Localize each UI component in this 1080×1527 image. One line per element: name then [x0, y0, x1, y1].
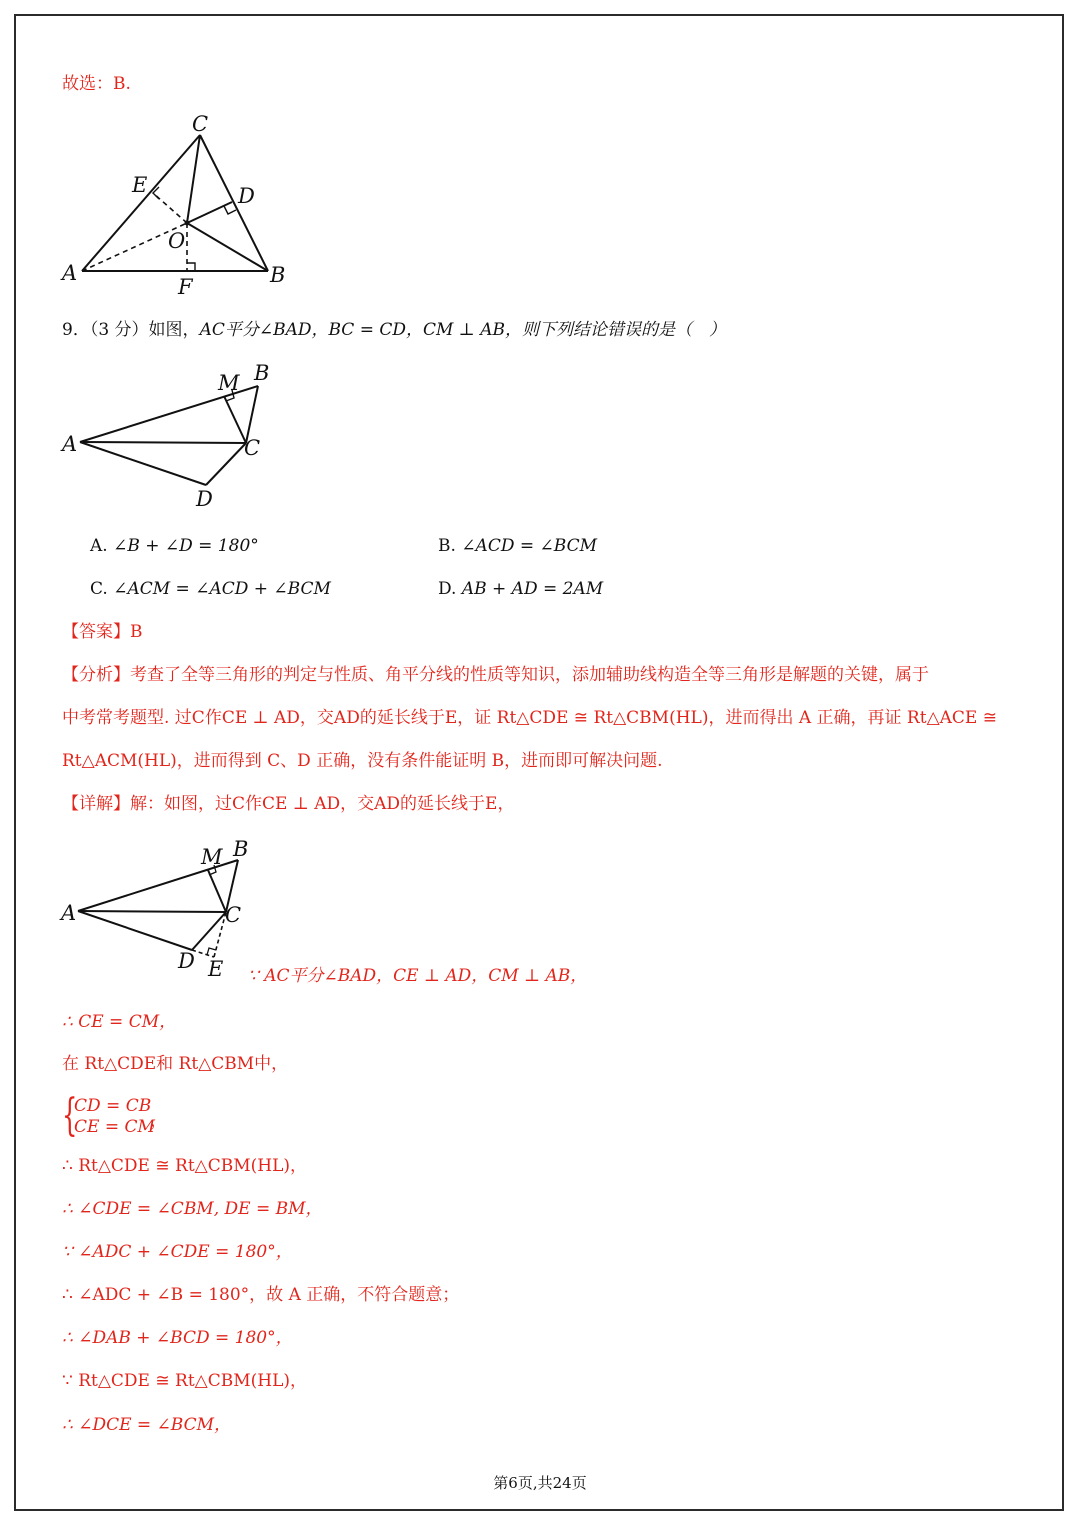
analysis-line-3: Rt△ACM(HL)，进而得到 C、D 正确，没有条件能证明 B，进而即可解决问题. — [62, 751, 663, 771]
label-m: M — [218, 371, 240, 395]
question-text: AC平分∠BAD，BC = CD，CM ⊥ AB，则下列结论错误的是（ ） — [199, 320, 726, 340]
answer-line — [62, 621, 143, 643]
right-angle-f — [187, 263, 195, 271]
edge-dc — [192, 912, 226, 950]
label-e: E — [132, 173, 148, 197]
label-m: M — [201, 845, 223, 869]
detail-step-2: ∴ CE = CM， — [62, 1012, 177, 1032]
detail-step-7: ∴ ∠ADC + ∠B = 180°，故 A 正确，不符合题意； — [62, 1285, 460, 1305]
label-c: C — [244, 436, 261, 460]
question-score: （3 分）如图， — [89, 320, 200, 340]
right-angle-d — [224, 206, 236, 214]
label-a: A — [61, 901, 77, 925]
edge-bc — [246, 386, 258, 443]
label-a: A — [62, 432, 78, 456]
label-e: E — [208, 957, 224, 981]
detail-tag: 【详解】 — [62, 794, 130, 814]
option-c: C. ∠ACM = ∠ACD + ∠BCM — [90, 579, 331, 599]
label-a: A — [62, 261, 78, 285]
segment-cm — [224, 396, 246, 443]
analysis-line-1: 【分析】考查了全等三角形的判定与性质、角平分线的性质等知识，添加辅助线构造全等三角形是解题的关键，属于 — [62, 665, 929, 685]
label-d: D — [178, 949, 195, 973]
detail-step-3: 在 Rt△CDE和 Rt△CBM中， — [62, 1054, 289, 1074]
answer-tag: 【答案】 — [62, 622, 130, 642]
edge-ac — [78, 911, 226, 912]
label-c: C — [192, 112, 209, 136]
figure-quadrilateral-abcd — [58, 360, 288, 512]
extension-de — [192, 950, 214, 957]
detail-step-8: ∴ ∠DAB + ∠BCD = 180°， — [62, 1328, 293, 1348]
label-f: F — [178, 275, 193, 299]
option-b: B. ∠ACD = ∠BCM — [438, 536, 597, 556]
detail-step-10: ∴ ∠DCE = ∠BCM， — [62, 1415, 232, 1435]
page-footer: 第6页,共24页 — [493, 1474, 587, 1492]
system-row-1: CD = CB — [74, 1096, 152, 1116]
label-b: B — [233, 838, 249, 861]
answer-value: B — [130, 622, 143, 642]
detail-step-9: ∵ Rt△CDE ≅ Rt△CBM(HL)， — [62, 1371, 308, 1391]
segment-cm — [208, 870, 226, 912]
analysis-tag: 【分析】 — [62, 665, 130, 685]
figure-triangle-abc — [58, 108, 298, 300]
label-b: B — [270, 263, 286, 287]
edge-dc — [206, 443, 246, 485]
detail-step-5: ∴ ∠CDE = ∠CBM, DE = BM， — [62, 1199, 323, 1219]
system-row-2: CE = CM — [74, 1117, 155, 1137]
detail-since-1: ∵ AC平分∠BAD，CE ⊥ AD，CM ⊥ AB， — [248, 966, 588, 986]
label-d: D — [238, 184, 255, 208]
label-b: B — [254, 361, 270, 385]
detail-intro: 【详解】解：如图，过C作CE ⊥ AD，交AD的延长线于E， — [62, 794, 515, 814]
label-d: D — [196, 487, 213, 511]
detail-step-4: ∴ Rt△CDE ≅ Rt△CBM(HL)， — [62, 1156, 308, 1176]
detail-step-6: ∵ ∠ADC + ∠CDE = 180°， — [62, 1242, 293, 1262]
edge-ac — [80, 442, 246, 443]
analysis-line-2: 中考常考题型. 过C作CE ⊥ AD，交AD的延长线于E，证 Rt△CDE ≅ Rt△CBM(HL)，进而得出 A 正确，再证 Rt△ACE ≅ — [62, 708, 997, 728]
previous-answer: 故选：B. — [62, 74, 131, 94]
edge-ad — [80, 442, 206, 485]
option-d: D. AB + AD = 2AM — [438, 579, 604, 599]
edge-ad — [78, 911, 192, 950]
label-o: O — [168, 229, 186, 253]
figure-quadrilateral-with-e — [58, 838, 258, 988]
question-9 — [62, 319, 726, 341]
option-a: A. ∠B + ∠D = 180° — [90, 536, 259, 556]
label-c: C — [225, 903, 242, 927]
segment-od — [187, 202, 232, 223]
question-number: 9． — [62, 320, 90, 340]
system-comma: ， — [150, 1111, 167, 1131]
